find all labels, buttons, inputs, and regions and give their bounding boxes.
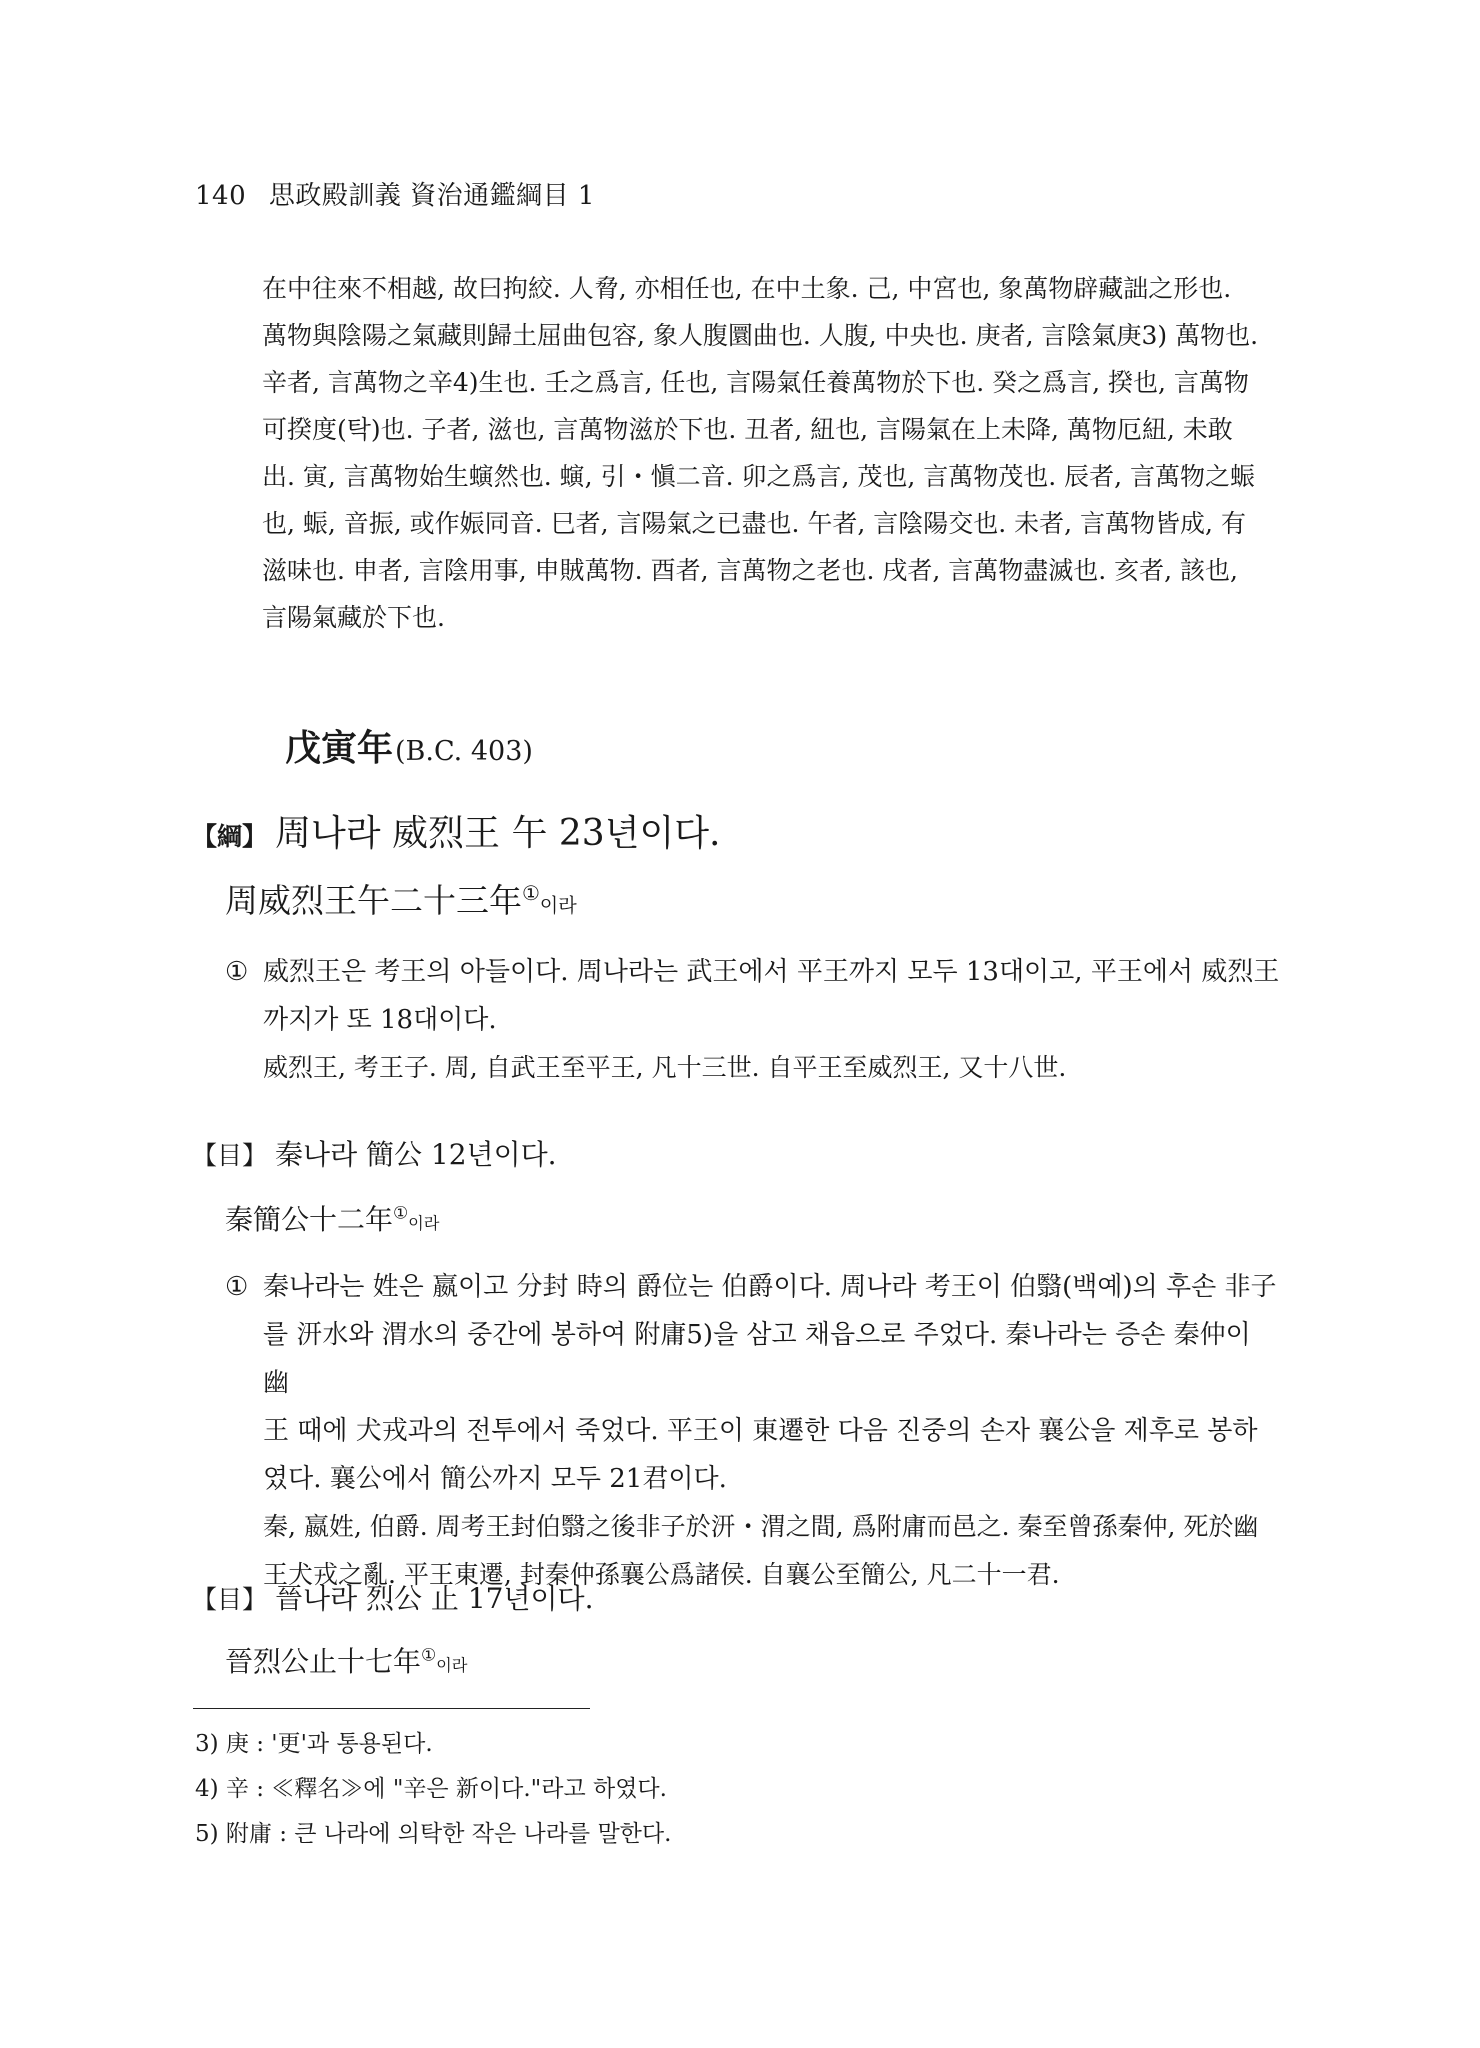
- mok1-ending: 이라: [408, 1214, 440, 1233]
- note-ko-line: 까지가 또 18대이다.: [263, 1005, 497, 1035]
- gang-tag: 【綱】: [192, 822, 268, 851]
- commentary-line: 出. 寅, 言萬物始生螾然也. 螾, 引・愼二音. 卯之爲言, 茂也, 言萬物茂也. 辰者, 言萬物之蜄: [262, 462, 1256, 491]
- book-title: 思政殿訓義 資治通鑑綱目 1: [268, 181, 595, 211]
- note-han-line: 王犬戎之亂. 平王東遷, 封秦仲孫襄公爲諸侯. 自襄公至簡公, 凡二十一君.: [263, 1560, 1060, 1589]
- note-han-line: 秦, 嬴姓, 伯爵. 周考王封伯翳之後非子於汧・渭之間, 爲附庸而邑之. 秦至曾孫秦仲, 死於幽: [263, 1512, 1259, 1541]
- mok2-ending: 이라: [436, 1656, 468, 1675]
- gang-note: [225, 948, 1285, 1092]
- mok1-korean-line: [192, 1133, 557, 1173]
- mok1-original-line: [225, 1198, 439, 1238]
- footnote: 3) 庚 : '更'과 통용된다.: [195, 1731, 433, 1757]
- note-number: ①: [225, 957, 249, 987]
- mok1-tag: 【目】: [192, 1141, 268, 1170]
- page-number: 140: [195, 181, 247, 211]
- mok2-note-marker: ①: [421, 1644, 437, 1665]
- mok2-original-line: [225, 1640, 467, 1680]
- commentary-line: 言陽氣藏於下也.: [262, 603, 445, 632]
- footnote-divider: [193, 1708, 590, 1709]
- note-ko-line: 秦나라는 姓은 嬴이고 分封 時의 爵位는 伯爵이다. 周나라 考王이 伯翳(백예)의 후손 非子: [263, 1272, 1277, 1302]
- gang-korean: 周나라 威烈王 午 23년이다.: [275, 813, 721, 854]
- note-ko-line: 를 汧水와 渭水의 중간에 봉하여 附庸5)을 삼고 채읍으로 주었다. 秦나라는 증손 秦仲이 幽: [263, 1320, 1251, 1398]
- year-heading: [285, 720, 533, 771]
- commentary-line: 也, 蜄, 音振, 或作娠同音. 巳者, 言陽氣之已盡也. 午者, 言陰陽交也. 未者, 言萬物皆成, 有: [262, 509, 1246, 538]
- gang-note-marker: ①: [522, 882, 540, 905]
- gang-original-line: [225, 875, 577, 922]
- mok1-note-marker: ①: [393, 1202, 409, 1223]
- gang-ending: 이라: [539, 894, 577, 917]
- commentary-line: 在中往來不相越, 故曰拘絞. 人脅, 亦相任也, 在中土象. 己, 中宮也, 象萬物辟藏詘之形也.: [262, 274, 1232, 303]
- year-date: (B.C. 403): [395, 736, 533, 767]
- note-ko-line: 威烈王은 考王의 아들이다. 周나라는 武王에서 平王까지 모두 13대이고, 平王에서 威烈王: [263, 957, 1280, 987]
- year-title: 戊寅年: [285, 727, 394, 769]
- mok1-note: [225, 1263, 1285, 1599]
- commentary-line: 辛者, 言萬物之辛4)生也. 壬之爲言, 任也, 言陽氣任養萬物於下也. 癸之爲言, 揆也, 言萬物: [262, 368, 1249, 397]
- note-number: ①: [225, 1272, 249, 1302]
- note-han-line: 威烈王, 考王子. 周, 自武王至平王, 凡十三世. 自平王至威烈王, 又十八世.: [263, 1053, 1067, 1082]
- commentary-line: 滋味也. 申者, 言陰用事, 申賊萬物. 酉者, 言萬物之老也. 戌者, 言萬物盡滅也. 亥者, 該也,: [262, 556, 1238, 585]
- mok2-korean: 晉나라 烈公 止 17년이다.: [275, 1582, 594, 1615]
- note-ko-line: 였다. 襄公에서 簡公까지 모두 21君이다.: [263, 1464, 727, 1494]
- mok2-original: 晉烈公止十七年: [225, 1645, 422, 1678]
- page-header: [195, 175, 595, 212]
- commentary-line: 萬物與陰陽之氣藏則歸土屈曲包容, 象人腹圜曲也. 人腹, 中央也. 庚者, 言陰氣庚3) 萬物也.: [262, 321, 1259, 350]
- footnote: 5) 附庸 : 큰 나라에 의탁한 작은 나라를 말한다.: [195, 1821, 672, 1847]
- note-ko-line: 王 때에 犬戎과의 전투에서 죽었다. 平王이 東遷한 다음 진중의 손자 襄公을 제후로 봉하: [263, 1416, 1258, 1446]
- mok1-original: 秦簡公十二年: [225, 1203, 394, 1236]
- commentary-block: [262, 265, 1282, 641]
- mok1-korean: 秦나라 簡公 12년이다.: [275, 1138, 557, 1171]
- mok2-tag: 【目】: [192, 1585, 268, 1614]
- mok2-korean-line: [192, 1577, 594, 1617]
- gang-korean-line: [192, 805, 720, 856]
- gang-original: 周威烈王午二十三年: [225, 881, 522, 920]
- footnote: 4) 辛 : ≪釋名≫에 "辛은 新이다."라고 하였다.: [195, 1776, 667, 1802]
- commentary-line: 可揆度(탁)也. 子者, 滋也, 言萬物滋於下也. 丑者, 紐也, 言陽氣在上未降, 萬物厄紐, 未敢: [262, 415, 1233, 444]
